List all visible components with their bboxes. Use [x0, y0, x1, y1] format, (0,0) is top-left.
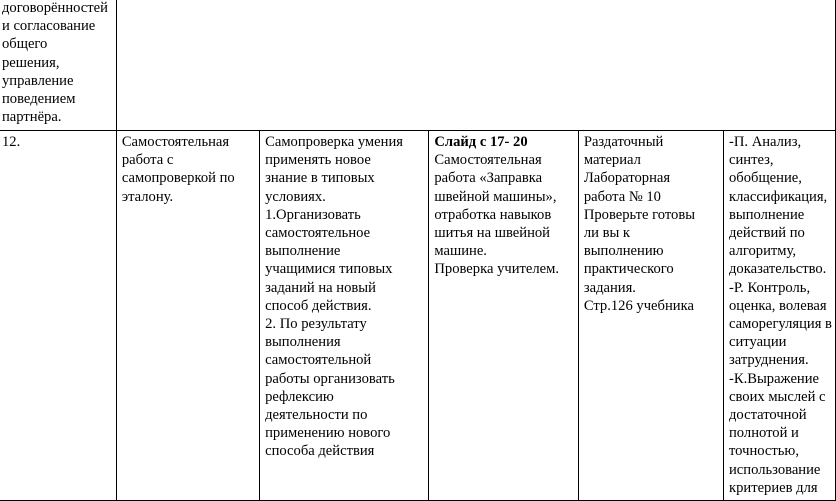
text-line: -П. Анализ, [729, 134, 802, 150]
cell-materials [578, 131, 723, 501]
text-line: выполнения [265, 334, 341, 351]
materials-text [584, 133, 720, 315]
cell-top-col1 [0, 0, 116, 131]
text-line: классификация, [729, 188, 828, 205]
text-line: материал [583, 152, 641, 169]
uud-text [729, 133, 832, 497]
text-line: самостоятельное [265, 225, 371, 242]
text-line: Самостоятельная [121, 134, 230, 150]
stage-text [122, 133, 256, 206]
cell-text [2, 0, 113, 126]
text-line: ли вы к [583, 225, 631, 242]
text-line: эталону. [121, 188, 174, 205]
text-line: Проверка учителем. [434, 261, 560, 278]
text-line: 1.Организовать [265, 206, 361, 223]
text-line: работа с [121, 152, 174, 169]
text-line: самостоятельной [265, 352, 372, 369]
text-line: знание в типовых [265, 170, 375, 187]
text-line: рефлексию [265, 388, 334, 405]
cell-uud [724, 131, 836, 501]
text-line: использование [729, 461, 821, 478]
text-line: точностью, [729, 443, 799, 460]
text-line: Самопроверка умения [265, 134, 403, 150]
text-line: работа «Заправка [434, 170, 543, 187]
text-line: общего [2, 36, 48, 53]
text-line: решения, [2, 54, 60, 71]
text-line: выполнению [583, 243, 664, 260]
cell-top-merged [116, 0, 835, 131]
text-line: и согласование [2, 18, 96, 35]
text-line: обобщение, [729, 170, 802, 187]
slide-heading: Слайд с 17- 20 [434, 134, 528, 150]
text-line: своих мыслей с [729, 388, 826, 405]
text-line: синтез, [729, 152, 774, 169]
text-line: самопроверкой по [121, 170, 235, 187]
cell-teacher-activity [260, 131, 429, 501]
teacher-activity-text [265, 133, 425, 461]
cell-stage [116, 131, 259, 501]
text-line: поведением [2, 91, 76, 108]
text-line: способа действия [265, 443, 375, 460]
text-line: практического [583, 261, 674, 278]
text-line: Проверьте готовы [583, 206, 696, 223]
cell-step-number [0, 131, 116, 501]
slide-text [434, 151, 574, 278]
text-line: способ действия. [265, 297, 372, 314]
text-line: Самостоятельная [434, 152, 542, 169]
text-line: задания. [583, 279, 636, 296]
text-line: деятельности по [265, 407, 368, 424]
cell-slides [429, 131, 578, 501]
text-line: Стр.126 учебника [583, 297, 694, 314]
text-line: оценка, волевая [729, 297, 827, 314]
text-line: швейной машины», [434, 188, 557, 205]
text-line: затруднения. [729, 352, 809, 369]
text-line: работы организовать [265, 370, 395, 387]
text-line: выполнение [265, 243, 341, 260]
step-number: 12. [2, 134, 21, 150]
text-line: Раздаточный [583, 134, 664, 150]
text-line: шитья на швейной [434, 225, 550, 242]
text-line: 2. По результату [265, 316, 367, 333]
text-line: достаточной [729, 407, 807, 424]
table-row [0, 131, 836, 501]
table-row [0, 0, 836, 131]
text-line: -Р. Контроль, [729, 279, 811, 296]
text-line: Лабораторная [583, 170, 671, 187]
text-line: отработка навыков [434, 206, 552, 223]
text-line: -К.Выражение [729, 370, 820, 387]
text-line: саморегуляция в [729, 316, 832, 333]
text-line: применять новое [265, 152, 371, 169]
text-line: машине. [434, 243, 487, 260]
text-line: алгоритму, [729, 243, 797, 260]
text-line: учащимися типовых [265, 261, 393, 278]
text-line: применению нового [265, 425, 391, 442]
text-line: критериев для [729, 479, 818, 496]
text-line: действий по [729, 225, 805, 242]
text-line: полнотой и [729, 425, 799, 442]
text-line: работа № 10 [583, 188, 661, 205]
text-line: ситуации [729, 334, 787, 351]
text-line: заданий на новый [265, 279, 376, 296]
text-line: договорённостей [2, 0, 108, 16]
text-line: условиях. [265, 188, 326, 205]
text-line: доказательство. [729, 261, 827, 278]
text-line: управление [2, 72, 74, 89]
text-line: выполнение [729, 206, 805, 223]
text-line: партнёра. [2, 109, 62, 126]
